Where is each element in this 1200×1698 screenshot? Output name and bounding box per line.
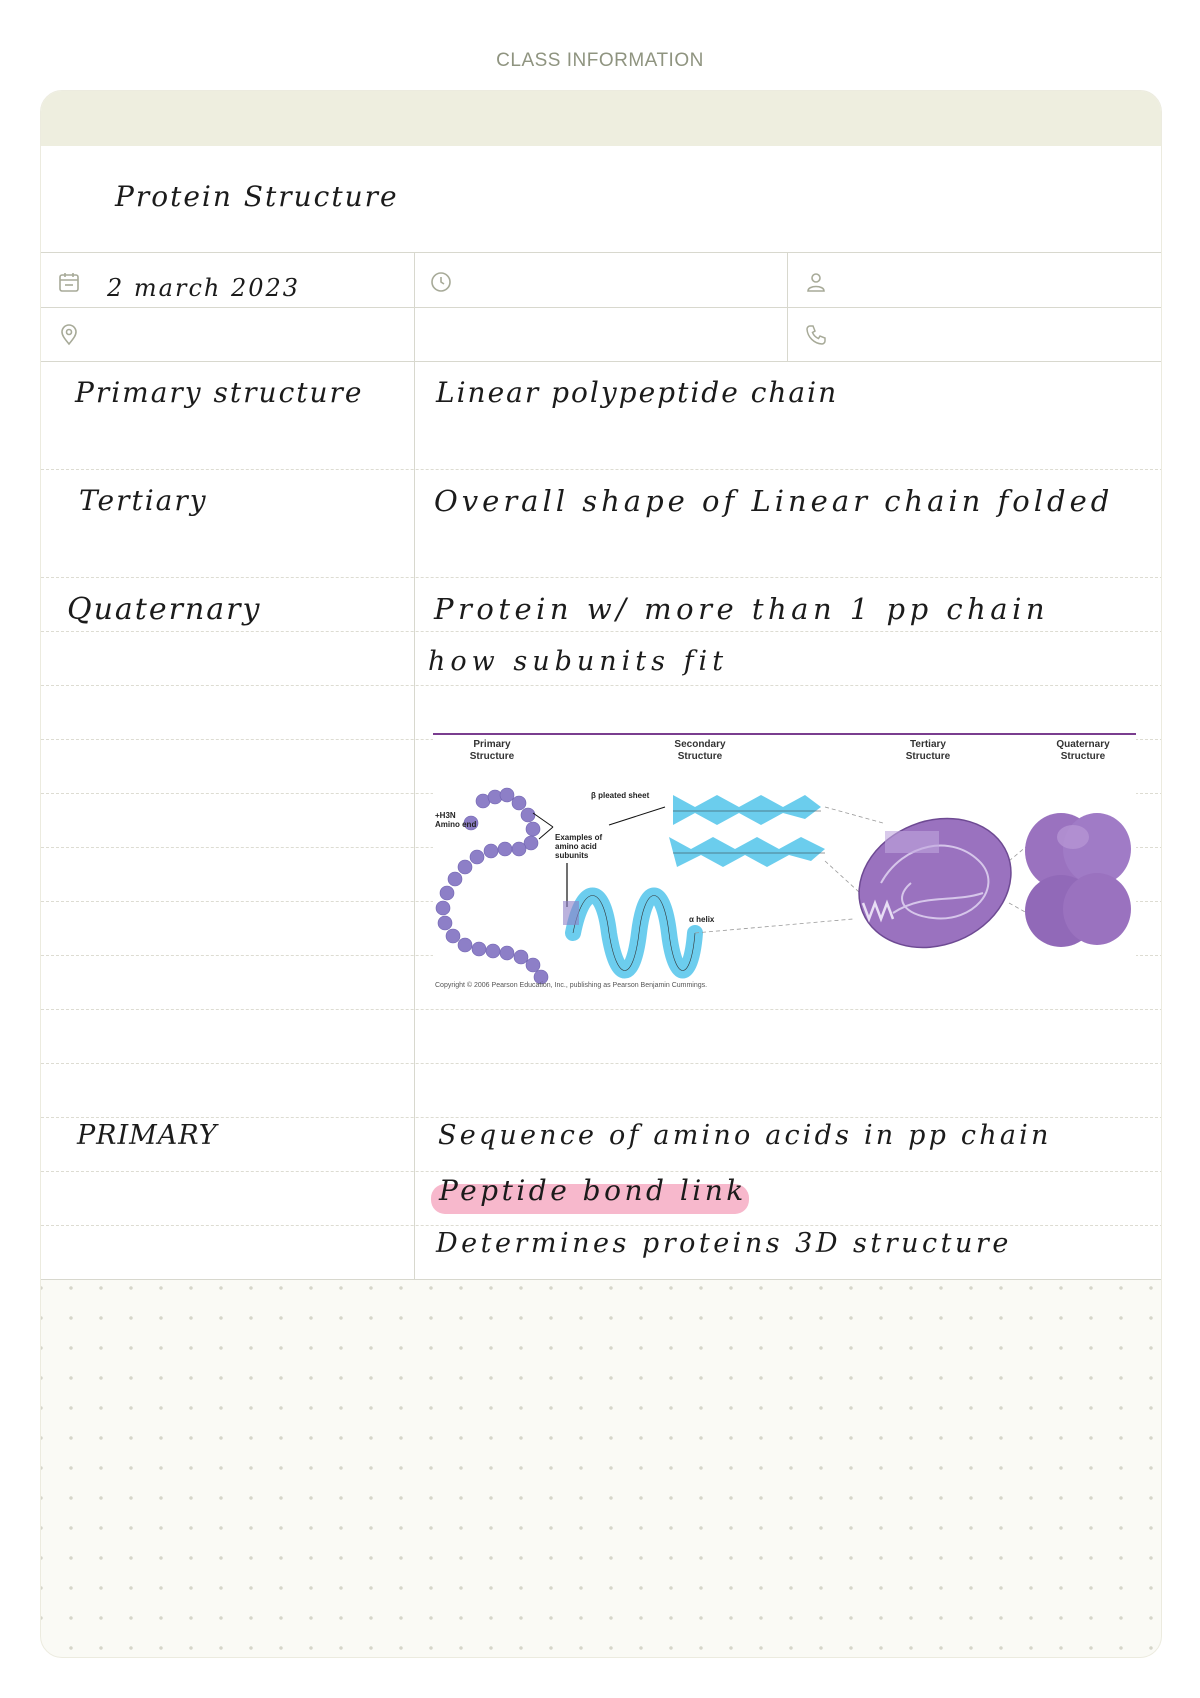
page-heading: CLASS INFORMATION — [496, 50, 704, 71]
cue-tertiary: Tertiary — [79, 484, 208, 517]
card-header-band — [41, 91, 1161, 146]
calendar-icon — [57, 270, 81, 294]
note-line: Protein w/ more than 1 pp chain — [434, 592, 1050, 626]
note-line: how subunits fit — [428, 646, 729, 677]
notes-sheet — [41, 146, 1161, 1280]
cue-primary: PRIMARY — [77, 1120, 218, 1151]
note-line: Determines proteins 3D structure — [436, 1228, 1012, 1259]
annotation-amino-end: +H3N Amino end — [435, 811, 477, 829]
figure-label-secondary: Secondary Structure — [674, 739, 726, 762]
figure-label-quaternary: Quaternary Structure — [1056, 739, 1110, 762]
cue-primary-structure: Primary structure — [75, 376, 364, 409]
note-line: Sequence of amino acids in pp chain — [438, 1120, 1052, 1151]
annotation-helix: α helix — [689, 915, 715, 924]
location-pin-icon — [57, 323, 81, 347]
quaternary-blob — [1025, 813, 1131, 947]
annotation-examples: Examples of amino acid subunits — [555, 833, 603, 860]
subject-title: Protein Structure — [115, 180, 399, 213]
tertiary-blob — [839, 796, 1030, 969]
note-line: Linear polypeptide chain — [436, 376, 839, 409]
annotation-sheet: β pleated sheet — [591, 791, 650, 800]
figure-artwork — [433, 733, 1136, 991]
note-line: Peptide bond link — [439, 1174, 747, 1207]
beta-sheet — [669, 795, 825, 867]
date-value[interactable]: 2 march 2023 — [107, 274, 301, 302]
figure-label-primary: Primary Structure — [469, 739, 515, 762]
clock-icon — [429, 270, 453, 294]
figure-label-tertiary: Tertiary Structure — [905, 739, 951, 762]
protein-structure-figure — [433, 733, 1136, 991]
note-line: Overall shape of Linear chain folded — [434, 484, 1114, 518]
cue-quaternary: Quaternary — [67, 592, 262, 627]
figure-copyright: Copyright © 2006 Pearson Education, Inc., publishing as Pearson Benjamin Cummings. — [435, 982, 708, 989]
person-icon — [804, 270, 828, 294]
phone-icon — [804, 323, 828, 347]
